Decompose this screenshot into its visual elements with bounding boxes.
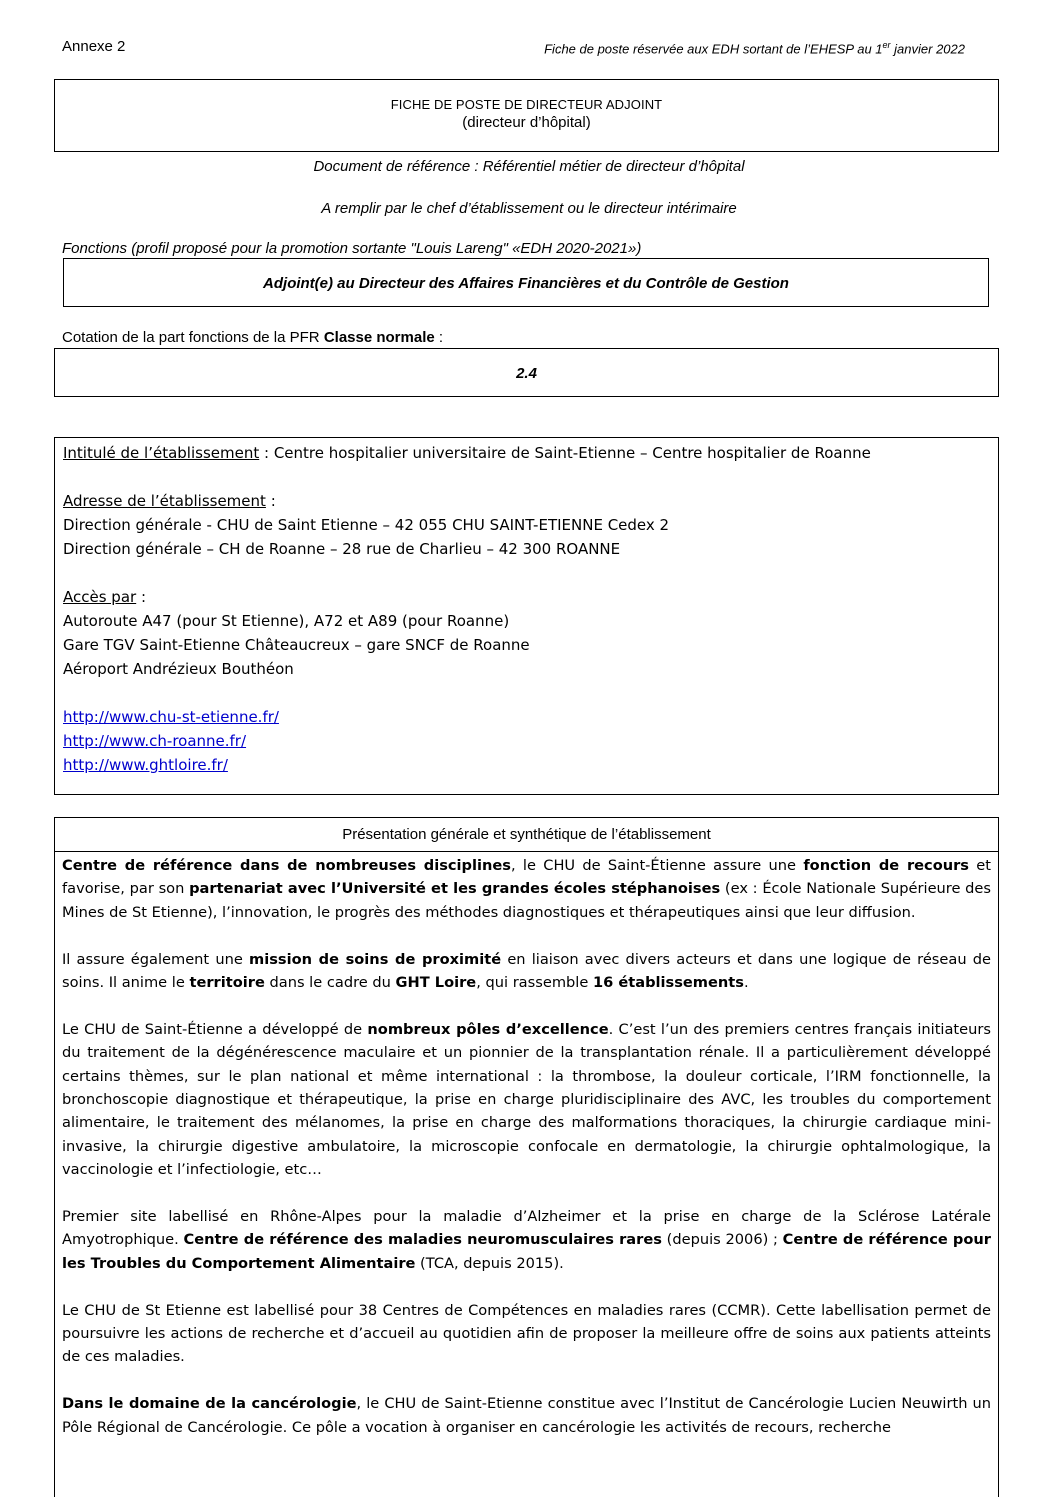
presentation-box — [54, 817, 999, 1497]
bold-run: territoire — [189, 974, 265, 992]
annex-label: Annexe 2 — [62, 38, 126, 55]
functions-box — [63, 258, 989, 307]
address-label: Adresse de l’établissement — [63, 492, 266, 510]
access-line: Autoroute A47 (pour St Etienne), A72 et A89 (pour Roanne) — [63, 612, 510, 630]
address-line: Direction générale – CH de Roanne – 28 rue de Charlieu – 42 300 ROANNE — [63, 540, 621, 558]
doc-subtitle: (directeur d’hôpital) — [462, 114, 591, 131]
header-note-main: Fiche de poste réservée aux EDH sortant de l’EHESP au 1 — [544, 41, 883, 57]
presentation-heading: Présentation générale et synthétique de l’établissement — [55, 818, 998, 852]
text-run: (ex : École Nationale Supérieure des Mines de St Etienne), l’innovation, le progrès des méthodes diagnostiques et thérapeutiques ainsi que leur diffusion. — [62, 880, 992, 921]
paragraph — [62, 948, 991, 995]
establishment-box — [54, 437, 999, 795]
paragraph — [62, 1018, 991, 1182]
text-run: dans le cadre du — [264, 974, 396, 992]
text-run: . — [743, 974, 749, 992]
address-heading — [63, 489, 990, 513]
paragraph — [62, 1392, 991, 1439]
cotation-label-end: : — [434, 329, 444, 346]
cotation-label — [62, 329, 443, 346]
bold-run: Centre de référence pour les Troubles du Comportement Alimentaire — [62, 1231, 991, 1272]
bold-run: Dans le domaine de la cancérologie — [62, 1395, 357, 1413]
establishment-name — [63, 441, 990, 465]
access-heading — [63, 585, 990, 609]
cotation-class: Classe normale — [323, 329, 435, 346]
link-chu[interactable]: http://www.chu-st-etienne.fr/ — [63, 708, 279, 726]
bold-run: mission de soins de proximité — [249, 950, 502, 968]
text-run: Le CHU de St Etienne est labellisé pour 38 Centres de Compétences en maladies rares (CCMR). Cette labellisation permet de poursuivre les actions de recherche et d’accueil au quotidien afin de proposer la meilleure offre de soins aux patients atteints de ces maladies. — [62, 1301, 991, 1366]
bold-run: nombreux pôles d’excellence — [367, 1020, 609, 1038]
establishment-name-label: Intitulé de l’établissement — [63, 444, 260, 462]
text-run: . C’est l’un des premiers centres français initiateurs du traitement de la dégénérescence maculaire et un pionnier de la transplantation rénale. Il a particulièrement développé certains thèmes, sur le plan national et même international : la thrombose, la douleur corticale, l’IRM fonctionnelle, la bronchoscopie diagnostique et thérapeutique, la prise en charge pluridisciplinaire des AVC, les troubles du comportement alimentaire, le traitement des mélanomes, la prise en charge des malformations thoraciques, la chirurgie cardiaque mini-invasive, la chirurgie digestive ambulatoire, la microscopie confocale en dermatologie, la chirurgie ophtalmologique, la vaccinologie et l’infectiologie, etc… — [62, 1020, 991, 1179]
cotation-label-text: Cotation de la part fonctions de la PFR — [62, 329, 324, 346]
bold-run: 16 établissements — [592, 974, 744, 992]
access-label: Accès par — [63, 588, 137, 606]
doc-title: FICHE DE POSTE DE DIRECTEUR ADJOINT — [390, 97, 663, 112]
functions-value: Adjoint(e) au Directeur des Affaires Financières et du Contrôle de Gestion — [263, 275, 789, 292]
paragraph — [62, 854, 991, 924]
functions-label: Fonctions (profil proposé pour la promotion sortante "Louis Lareng" «EDH 2020-2021») — [62, 240, 642, 257]
cotation-value: 2.4 — [516, 365, 537, 382]
text-run: en liaison avec divers acteurs et dans une logique de réseau de soins. Il anime le — [62, 950, 991, 992]
bold-run: Centre de référence des maladies neuromusculaires rares — [183, 1231, 662, 1249]
text-run: Il assure également une — [62, 950, 249, 968]
bold-run: Centre de référence dans de nombreuses disciplines — [62, 857, 511, 874]
link-ght-loire[interactable]: http://www.ghtloire.fr/ — [63, 756, 228, 774]
bold-run: fonction de recours — [803, 857, 969, 874]
text-run: (TCA, depuis 2015). — [415, 1254, 564, 1272]
text-run: (depuis 2006) ; — [661, 1231, 783, 1249]
link-ch-roanne[interactable]: http://www.ch-roanne.fr/ — [63, 732, 247, 750]
text-run: , qui rassemble — [476, 974, 593, 992]
text-run: Le CHU de Saint-Étienne a développé de — [62, 1020, 368, 1038]
text-run: et favorise, par son — [62, 857, 991, 898]
bold-run: GHT Loire — [395, 974, 477, 992]
access-line: Gare TGV Saint-Etienne Châteaucreux – gare SNCF de Roanne — [63, 636, 530, 654]
presentation-body — [55, 852, 998, 1439]
access-line: Aéroport Andrézieux Bouthéon — [63, 660, 294, 678]
address-sep: : — [265, 492, 276, 510]
title-box — [54, 79, 999, 152]
paragraph — [62, 1205, 991, 1275]
address-line: Direction générale - CHU de Saint Etienne – 42 055 CHU SAINT-ETIENNE Cedex 2 — [63, 516, 670, 534]
paragraph — [62, 1299, 991, 1369]
header-note-sup: er — [882, 40, 891, 50]
access-sep: : — [136, 588, 147, 606]
fill-by-line: A remplir par le chef d’établissement ou le directeur intérimaire — [321, 200, 737, 217]
header-note-end: janvier 2022 — [890, 41, 965, 57]
text-run: Premier site labellisé en Rhône-Alpes pour la maladie d’Alzheimer et la prise en charge de la Sclérose Latérale Amyotrophique. — [62, 1208, 991, 1249]
text-run: , le CHU de Saint-Etienne constitue avec l’Institut de Cancérologie Lucien Neuwirth un Pôle Régional de Cancérologie. Ce pôle a vocation à organiser en cancérologie les activités de recours, recherche — [62, 1395, 992, 1436]
bold-run: partenariat avec l’Université et les grandes écoles stéphanoises — [189, 880, 721, 898]
reference-line: Document de référence : Référentiel métier de directeur d’hôpital — [313, 158, 745, 175]
cotation-box — [54, 348, 999, 397]
establishment-name-value: : Centre hospitalier universitaire de Saint-Etienne – Centre hospitalier de Roanne — [259, 444, 871, 462]
header-note — [544, 40, 965, 56]
text-run: , le CHU de Saint-Étienne assure une — [510, 857, 804, 874]
